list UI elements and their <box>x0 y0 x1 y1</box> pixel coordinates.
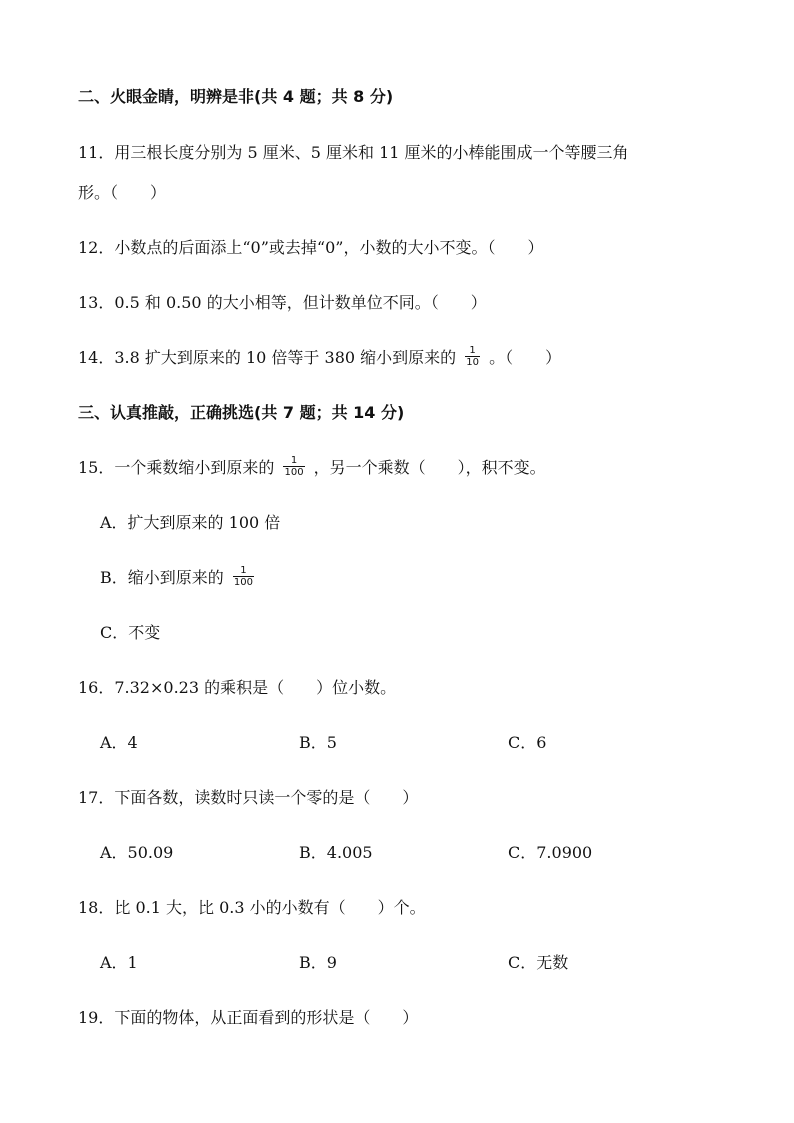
fraction-numerator: 1 <box>240 565 247 576</box>
question-17-option-a: A．50.09 <box>100 843 174 862</box>
question-11-line-1: 11．用三根长度分别为 5 厘米、5 厘米和 11 厘米的小棒能围成一个等腰三角 <box>78 143 629 162</box>
question-12: 12．小数点的后面添上“0”或去掉“0”，小数的大小不变。（ ） <box>78 238 544 257</box>
question-18: 18．比 0.1 大，比 0.3 小的小数有（ ）个。 <box>78 898 426 917</box>
fraction-denominator: 10 <box>466 357 479 368</box>
question-15-fraction <box>283 455 304 478</box>
question-14-answer-blank: 。（ ） <box>489 348 562 367</box>
question-14-fraction <box>465 345 480 368</box>
question-16-option-a: A．4 <box>100 733 138 752</box>
fraction-denominator: 100 <box>233 577 253 588</box>
question-16-option-b: B．5 <box>299 733 337 752</box>
question-17-option-b: B．4.005 <box>299 843 373 862</box>
question-16: 16．7.32×0.23 的乘积是（ ）位小数。 <box>78 678 397 697</box>
fraction-numerator: 1 <box>469 345 476 356</box>
question-11-line-2: 形。（ ） <box>78 183 167 202</box>
fraction-numerator: 1 <box>290 455 298 466</box>
question-15-option-b <box>100 567 258 590</box>
question-17: 17．下面各数，读数时只读一个零的是（ ） <box>78 788 419 807</box>
question-16-option-c: C．6 <box>508 733 547 752</box>
fraction-denominator: 100 <box>284 467 304 478</box>
section-3-heading: 三、认真推敲，正确挑选(共 7 题；共 14 分) <box>78 403 405 422</box>
section-2-heading: 二、火眼金睛，明辨是非(共 4 题；共 8 分) <box>78 87 394 106</box>
question-15 <box>78 457 546 480</box>
question-15-text: 15．一个乘数缩小到原来的 <box>78 458 275 477</box>
question-14-text: 14．3.8 扩大到原来的 10 倍等于 380 缩小到原来的 <box>78 348 457 367</box>
question-13: 13．0.5 和 0.50 的大小相等，但计数单位不同。（ ） <box>78 293 487 312</box>
question-15-option-a: A．扩大到原来的 100 倍 <box>100 513 281 532</box>
option-b-fraction <box>233 565 254 588</box>
question-14 <box>78 347 561 370</box>
question-18-option-c: C．无数 <box>508 953 569 972</box>
question-17-option-c: C．7.0900 <box>508 843 593 862</box>
question-15-option-c: C．不变 <box>100 623 161 642</box>
question-15-text-end: ，另一个乘数（ ），积不变。 <box>313 458 546 477</box>
question-19: 19．下面的物体，从正面看到的形状是（ ） <box>78 1008 419 1027</box>
option-b-text: B．缩小到原来的 <box>100 568 224 587</box>
question-18-option-b: B．9 <box>299 953 337 972</box>
question-18-option-a: A．1 <box>100 953 138 972</box>
